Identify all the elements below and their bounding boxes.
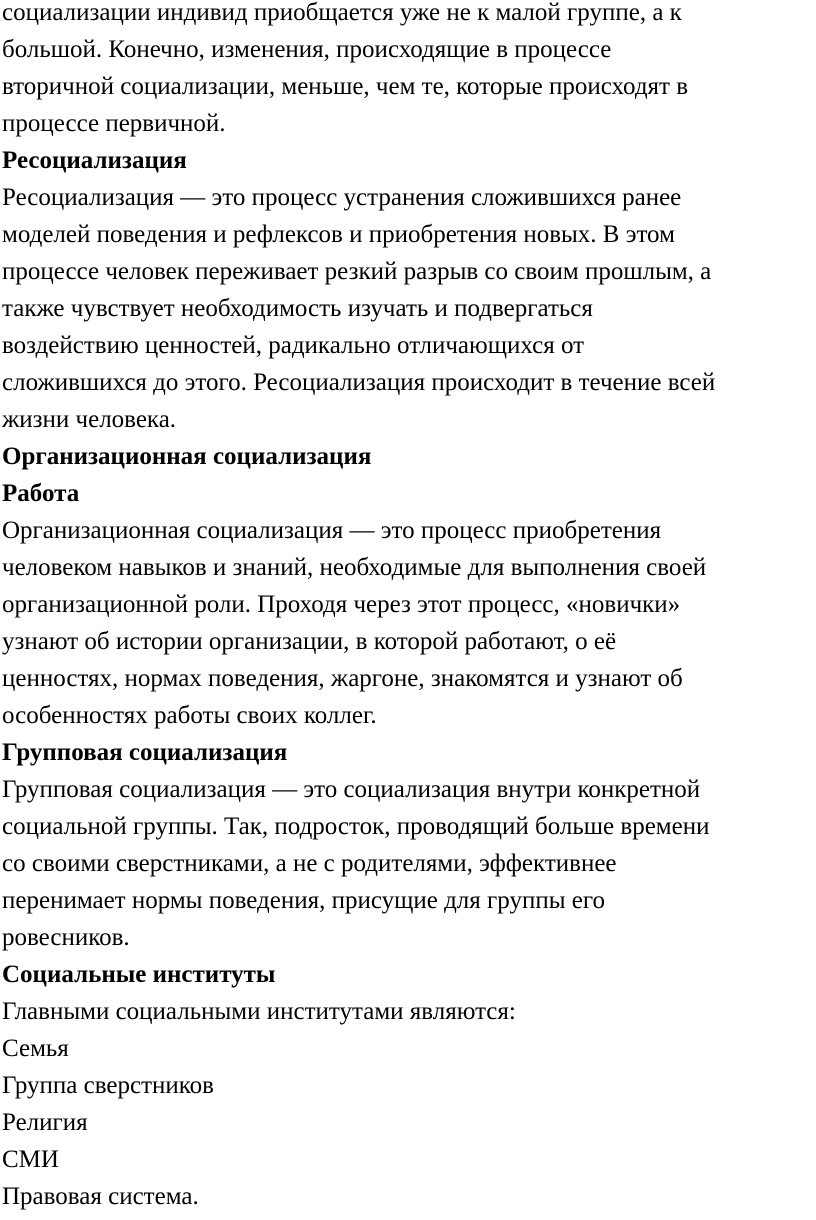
intro-paragraph — [2, 0, 814, 142]
text-line: воздействию ценностей, радикально отличающихся от — [2, 332, 585, 359]
text-line: ровесников. — [2, 924, 130, 951]
text-line: Групповая социализация — это социализация внутри конкретной — [2, 776, 701, 803]
section-heading-group: Групповая социализация — [2, 739, 288, 766]
text-line: ценностях, нормах поведения, жаргоне, знакомятся и узнают об — [2, 665, 683, 692]
section-heading-organizational: Организационная социализация — [2, 443, 372, 470]
list-item: Правовая система. — [2, 1183, 199, 1210]
text-line: большой. Конечно, изменения, происходящие в процессе — [2, 36, 612, 63]
text-line: жизни человека. — [2, 406, 177, 433]
text-line: вторичной социализации, меньше, чем те, которые происходят в — [2, 73, 689, 100]
text-line: особенностях работы своих коллег. — [2, 702, 377, 729]
text-line: перенимает нормы поведения, присущие для группы его — [2, 887, 605, 914]
list-item: Группа сверстников — [2, 1072, 214, 1099]
institutions-intro: Главными социальными институтами являются: — [2, 998, 516, 1025]
group-section — [2, 734, 814, 956]
text-line: Ресоциализация — это процесс устранения сложившихся ранее — [2, 184, 682, 211]
institutions-section — [2, 956, 814, 1215]
subheading-work: Работа — [2, 480, 80, 507]
text-line: процессе первичной. — [2, 110, 226, 137]
text-line: также чувствует необходимость изучать и подвергаться — [2, 295, 593, 322]
text-line: организационной роли. Проходя через этот процесс, «новички» — [2, 591, 681, 618]
list-item: Семья — [2, 1035, 69, 1062]
text-line: социальной группы. Так, подросток, проводящий больше времени — [2, 813, 710, 840]
resocialization-section — [2, 142, 814, 438]
document-page — [2, 0, 814, 1215]
list-item: Религия — [2, 1109, 88, 1136]
text-line: со своими сверстниками, а не с родителями, эффективнее — [2, 850, 617, 877]
organizational-section — [2, 438, 814, 734]
text-line: Организационная социализация — это процесс приобретения — [2, 517, 662, 544]
text-line: сложившихся до этого. Ресоциализация происходит в течение всей — [2, 369, 716, 396]
list-item: СМИ — [2, 1146, 59, 1173]
text-line: процессе человек переживает резкий разрыв со своим прошлым, а — [2, 258, 712, 285]
text-line: узнают об истории организации, в которой работают, о её — [2, 628, 617, 655]
text-line: человеком навыков и знаний, необходимые для выполнения своей — [2, 554, 707, 581]
section-heading-resocialization: Ресоциализация — [2, 147, 187, 174]
text-line: моделей поведения и рефлексов и приобретения новых. В этом — [2, 221, 675, 248]
text-line: социализации индивид приобщается уже не к малой группе, а к — [2, 0, 682, 26]
section-heading-institutions: Социальные институты — [2, 961, 276, 988]
